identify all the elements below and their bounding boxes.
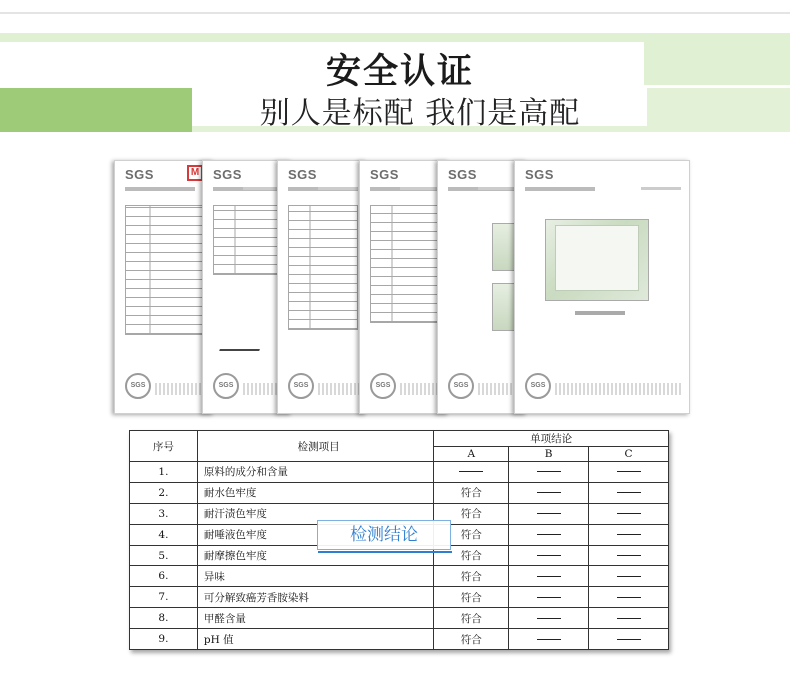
sgs-logo: SGS [370,167,399,182]
sgs-logo: SGS [125,167,154,182]
header-group: 单项结论 [434,431,669,447]
table-row [130,608,669,629]
row-result-b [509,566,589,587]
certificate-collage [112,160,692,418]
row-result-a: 符合 [434,587,509,608]
row-result-c [589,462,669,483]
row-result-a: 符合 [434,629,509,650]
row-result-a [434,462,509,483]
certificate-page-6 [514,160,690,414]
row-number: 4. [130,524,198,545]
certificate-table-graphic [288,205,358,330]
dash-mark [537,534,561,535]
row-test-item: 原料的成分和含量 [197,462,434,483]
table-row [130,587,669,608]
header-item: 检测项目 [197,431,434,462]
page-title: 安全认证 [325,52,474,92]
certificate-page-1 [114,160,214,414]
row-result-b [509,629,589,650]
row-test-item: 可分解致癌芳香胺染料 [197,587,434,608]
row-result-b [509,608,589,629]
header-b: B [509,447,589,462]
row-test-item: 耐摩擦色牢度 [197,545,434,566]
top-divider [0,12,790,14]
row-result-c [589,566,669,587]
row-result-c [589,545,669,566]
row-test-item: 耐唾液色牢度 [197,524,434,545]
certificate-page-3 [277,160,367,414]
product-photo-inner [555,225,639,291]
dash-mark [537,597,561,598]
dash-mark [617,576,641,577]
header-no: 序号 [130,431,198,462]
row-number: 6. [130,566,198,587]
sgs-logo: SGS [288,167,317,182]
sgs-logo: SGS [525,167,554,182]
sgs-stamp-icon: SGS [213,373,239,399]
subheader-accent-block [0,88,192,132]
dash-mark [617,618,641,619]
row-result-a: 符合 [434,608,509,629]
row-test-item: 耐汗渍色牢度 [197,503,434,524]
certificate-table-graphic [370,205,440,323]
row-result-c [589,524,669,545]
table-row [130,629,669,650]
row-test-item: pH 值 [197,629,434,650]
row-number: 5. [130,545,198,566]
dash-mark [617,597,641,598]
dash-mark [617,639,641,640]
row-test-item: 甲醛含量 [197,608,434,629]
row-result-b [509,462,589,483]
signature-icon [219,341,263,351]
dash-mark [537,513,561,514]
dash-mark [537,471,561,472]
row-result-a: 符合 [434,545,509,566]
certificate-page-4 [359,160,449,414]
m-badge-icon: M [187,165,203,181]
sgs-logo: SGS [448,167,477,182]
row-number: 1. [130,462,198,483]
dash-mark [617,513,641,514]
header-c: C [589,447,669,462]
row-test-item: 耐水色牢度 [197,482,434,503]
row-result-c [589,503,669,524]
sgs-stamp-icon: SGS [288,373,314,399]
row-result-b [509,503,589,524]
dash-mark [537,555,561,556]
row-number: 2. [130,482,198,503]
row-result-b [509,545,589,566]
row-result-c [589,482,669,503]
sgs-stamp-icon: SGS [125,373,151,399]
row-number: 8. [130,608,198,629]
row-result-b [509,524,589,545]
certificate-table-graphic [125,205,205,335]
row-result-a: 符合 [434,503,509,524]
page-subtitle: 别人是标配 我们是高配 [259,96,581,131]
table-row [130,482,669,503]
row-number: 7. [130,587,198,608]
header-a: A [434,447,509,462]
row-result-a: 符合 [434,482,509,503]
sgs-logo: SGS [213,167,242,182]
dash-mark [537,492,561,493]
dash-mark [617,492,641,493]
dash-mark [617,534,641,535]
row-test-item: 异味 [197,566,434,587]
sgs-stamp-icon: SGS [370,373,396,399]
row-result-c [589,629,669,650]
table-row [130,566,669,587]
sgs-stamp-icon: SGS [448,373,474,399]
row-result-b [509,587,589,608]
table-row [130,462,669,483]
dash-mark [537,618,561,619]
row-result-b [509,482,589,503]
row-result-c [589,587,669,608]
row-result-a: 符合 [434,566,509,587]
sgs-stamp-icon: SGS [525,373,551,399]
dash-mark [537,639,561,640]
results-conclusion-label: 检测结论 [317,520,451,550]
row-result-c [589,608,669,629]
dash-mark [537,576,561,577]
row-number: 3. [130,503,198,524]
row-number: 9. [130,629,198,650]
dash-mark [617,471,641,472]
certificate-table-graphic [213,205,283,275]
row-result-a: 符合 [434,524,509,545]
dash-mark [459,471,483,472]
dash-mark [617,555,641,556]
